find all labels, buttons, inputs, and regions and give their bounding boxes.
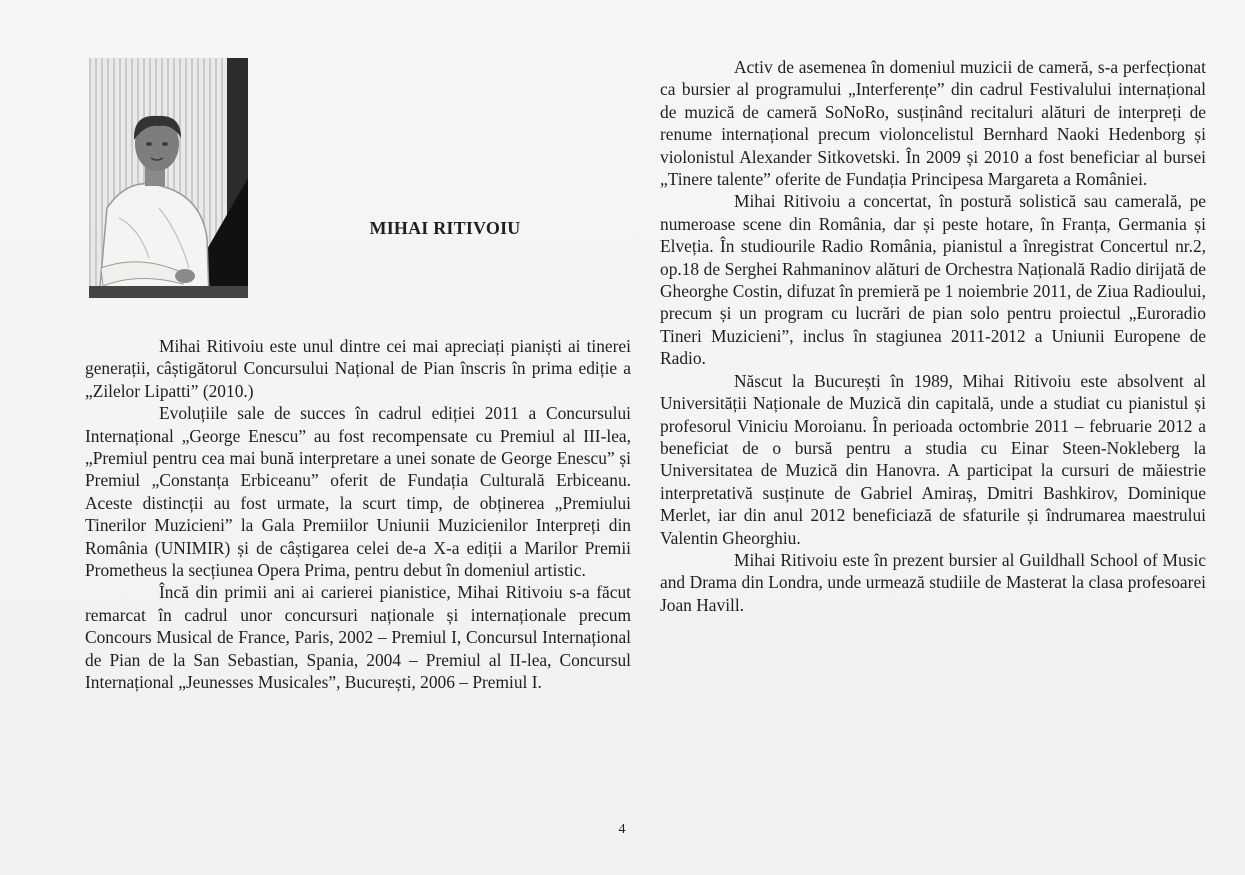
pianist-photo <box>89 58 248 298</box>
right-column <box>660 56 1206 616</box>
paragraph: Născut la București în 1989, Mihai Ritivoiu este absolvent al Universității Naționale de Muzică din capitală, unde a studiat cu pianistul și profesorul Viniciu Moroianu. În perioada octombrie 2011 – februarie 2012 a beneficiat de o bursă pentru a studia cu Einar Steen-Nokleberg la Universitatea de Muzică din Hanovra. A participat la cursuri de măiestrie interpretativă susținute de Gabriel Amiraș, Dmitri Bashkirov, Dominique Merlet, iar din anul 2012 beneficiază de sfaturile și îndrumarea maestrului Valentin Gheorghiu. <box>660 370 1206 548</box>
paragraph: Mihai Ritivoiu a concertat, în postură solistică sau camerală, pe numeroase scene din România, dar și peste hotare, în Franța, Germania și Elveția. În studiourile Radio România, pianistul a înregistrat Concertul nr.2, op.18 de Serghei Rahmaninov alături de Orchestra Națională Radio dirijată de Gheorghe Costin, difuzat în premieră pe 1 noiembrie 2011, de Ziua Radioului, precum și un program cu lucrări de pian solo pentru proiectul „Euroradio Tineri Muzicieni”, inclus în stagiunea 2011-2012 a Uniunii Europene de Radio. <box>660 191 1206 369</box>
paragraph: Evoluțiile sale de succes în cadrul ediției 2011 a Concursului Internațional „George Enescu” au fost recompensate cu Premiul al III-lea, „Premiul pentru cea mai bună interpretare a unei sonate de George Enescu” și Premiul „Constanța Erbiceanu” oferit de Fundația Culturală Erbiceanu. Aceste distincții au fost urmate, la scurt timp, de obținerea „Premiului Tinerilor Muzicieni” la Gala Premiilor Uniunii Muzicienilor Interpreți din România (UNIMIR) și de câștigarea celei de-a X-a ediții a Marilor Premii Prometheus la secțiunea Opera Prima, pentru debut în domeniul artistic. <box>85 403 631 581</box>
paragraph: Activ de asemenea în domeniul muzicii de cameră, s-a perfecționat ca bursier al programului „Interferențe” din cadrul Festivalului internațional de muzică de cameră SoNoRo, susținând recitaluri alături de interpreți de renume internațional precum violoncelistul Bernhard Naoki Hedenborg și violonistul Alexander Sitkovetski. În 2009 și 2010 a fost beneficiar al bursei „Tinere talente” oferite de Fundația Principesa Margareta a României. <box>660 57 1206 190</box>
left-column <box>85 335 631 694</box>
paragraph: Mihai Ritivoiu este în prezent bursier al Guildhall School of Music and Drama din Londra, unde urmează studiile de Masterat la clasa profesoarei Joan Havill. <box>660 549 1206 615</box>
page-number: 4 <box>618 822 626 837</box>
paragraph: Încă din primii ani ai carierei pianistice, Mihai Ritivoiu s-a făcut remarcat în cadrul unor concursuri naționale și internaționale precum Concours Musical de France, Paris, 2002 – Premiul I, Concursul Internațional de Pian de la San Sebastian, Spania, 2004 – Premiul al II-lea, Concursul Internațional „Jeunesses Musicales”, București, 2006 – Premiul I. <box>85 582 631 693</box>
page-title: MIHAI RITIVOIU <box>369 218 521 238</box>
paragraph: Mihai Ritivoiu este unul dintre cei mai apreciați pianiști ai tinerei generații, câștigătorul Concursului Național de Pian înscris în prima ediție a „Zilelor Lipatti” (2010.) <box>85 336 631 401</box>
